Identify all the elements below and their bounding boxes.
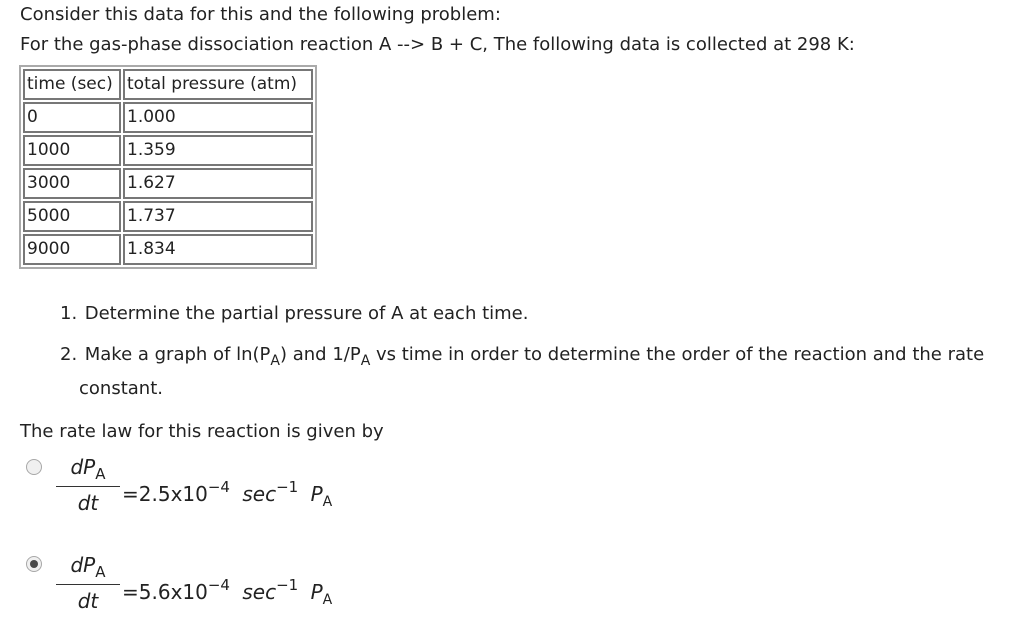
task-text-a: Make a graph of ln(P — [84, 344, 271, 365]
rate-expression: $=5.6x10^{-4}$ $\sec^{-1} P_A$ — [122, 576, 333, 608]
subscript-a: A — [360, 353, 371, 369]
fraction — [56, 455, 120, 515]
task-text-c: vs time in order to determine the order of the reaction and the rate — [370, 344, 985, 365]
table-row — [23, 135, 313, 166]
task-item-2 — [60, 341, 1010, 402]
fraction-numerator: $dP_A$ — [70, 455, 106, 483]
fraction-bar — [56, 584, 120, 585]
table-row — [23, 201, 313, 232]
task-text-d: constant. — [79, 378, 163, 399]
cell-pressure: 1.737 — [123, 201, 313, 232]
task-number: 1. — [60, 303, 78, 324]
subscript-a: A — [270, 353, 280, 369]
fraction-denominator: dt — [77, 491, 99, 515]
cell-time: 1000 — [23, 135, 121, 166]
data-table — [19, 65, 317, 269]
table-row — [23, 234, 313, 265]
table-row — [23, 102, 313, 133]
table-row — [23, 168, 313, 199]
question-prompt: The rate law for this reaction is given by — [20, 421, 384, 442]
task-text: Determine the partial pressure of A at each time. — [84, 303, 529, 324]
fraction-bar — [56, 486, 120, 487]
table-header-row — [23, 69, 313, 100]
intro-line-2: For the gas-phase dissociation reaction A --> B + C, The following data is collected at 298 K: — [20, 34, 855, 55]
radio-button-option-2[interactable] — [26, 556, 42, 572]
task-text-b: ) and 1/P — [279, 344, 361, 365]
fraction-numerator: $dP_A$ — [70, 553, 106, 581]
radio-button-option-1[interactable] — [26, 459, 42, 475]
header-time: time (sec) — [23, 69, 121, 100]
intro-line-1: Consider this data for this and the following problem: — [20, 4, 501, 25]
header-pressure: total pressure (atm) — [123, 69, 313, 100]
task-list — [60, 300, 1010, 416]
cell-pressure: 1.359 — [123, 135, 313, 166]
rate-expression: $=2.5x10^{-4}$ $\sec^{-1} P_A$ — [122, 478, 333, 510]
fraction-denominator: dt — [77, 589, 99, 613]
task-number: 2. — [60, 344, 78, 365]
cell-pressure: 1.627 — [123, 168, 313, 199]
cell-time: 0 — [23, 102, 121, 133]
cell-time: 5000 — [23, 201, 121, 232]
cell-pressure: 1.000 — [123, 102, 313, 133]
cell-time: 9000 — [23, 234, 121, 265]
fraction — [56, 553, 120, 613]
task-item-1 — [60, 300, 1010, 327]
cell-time: 3000 — [23, 168, 121, 199]
cell-pressure: 1.834 — [123, 234, 313, 265]
